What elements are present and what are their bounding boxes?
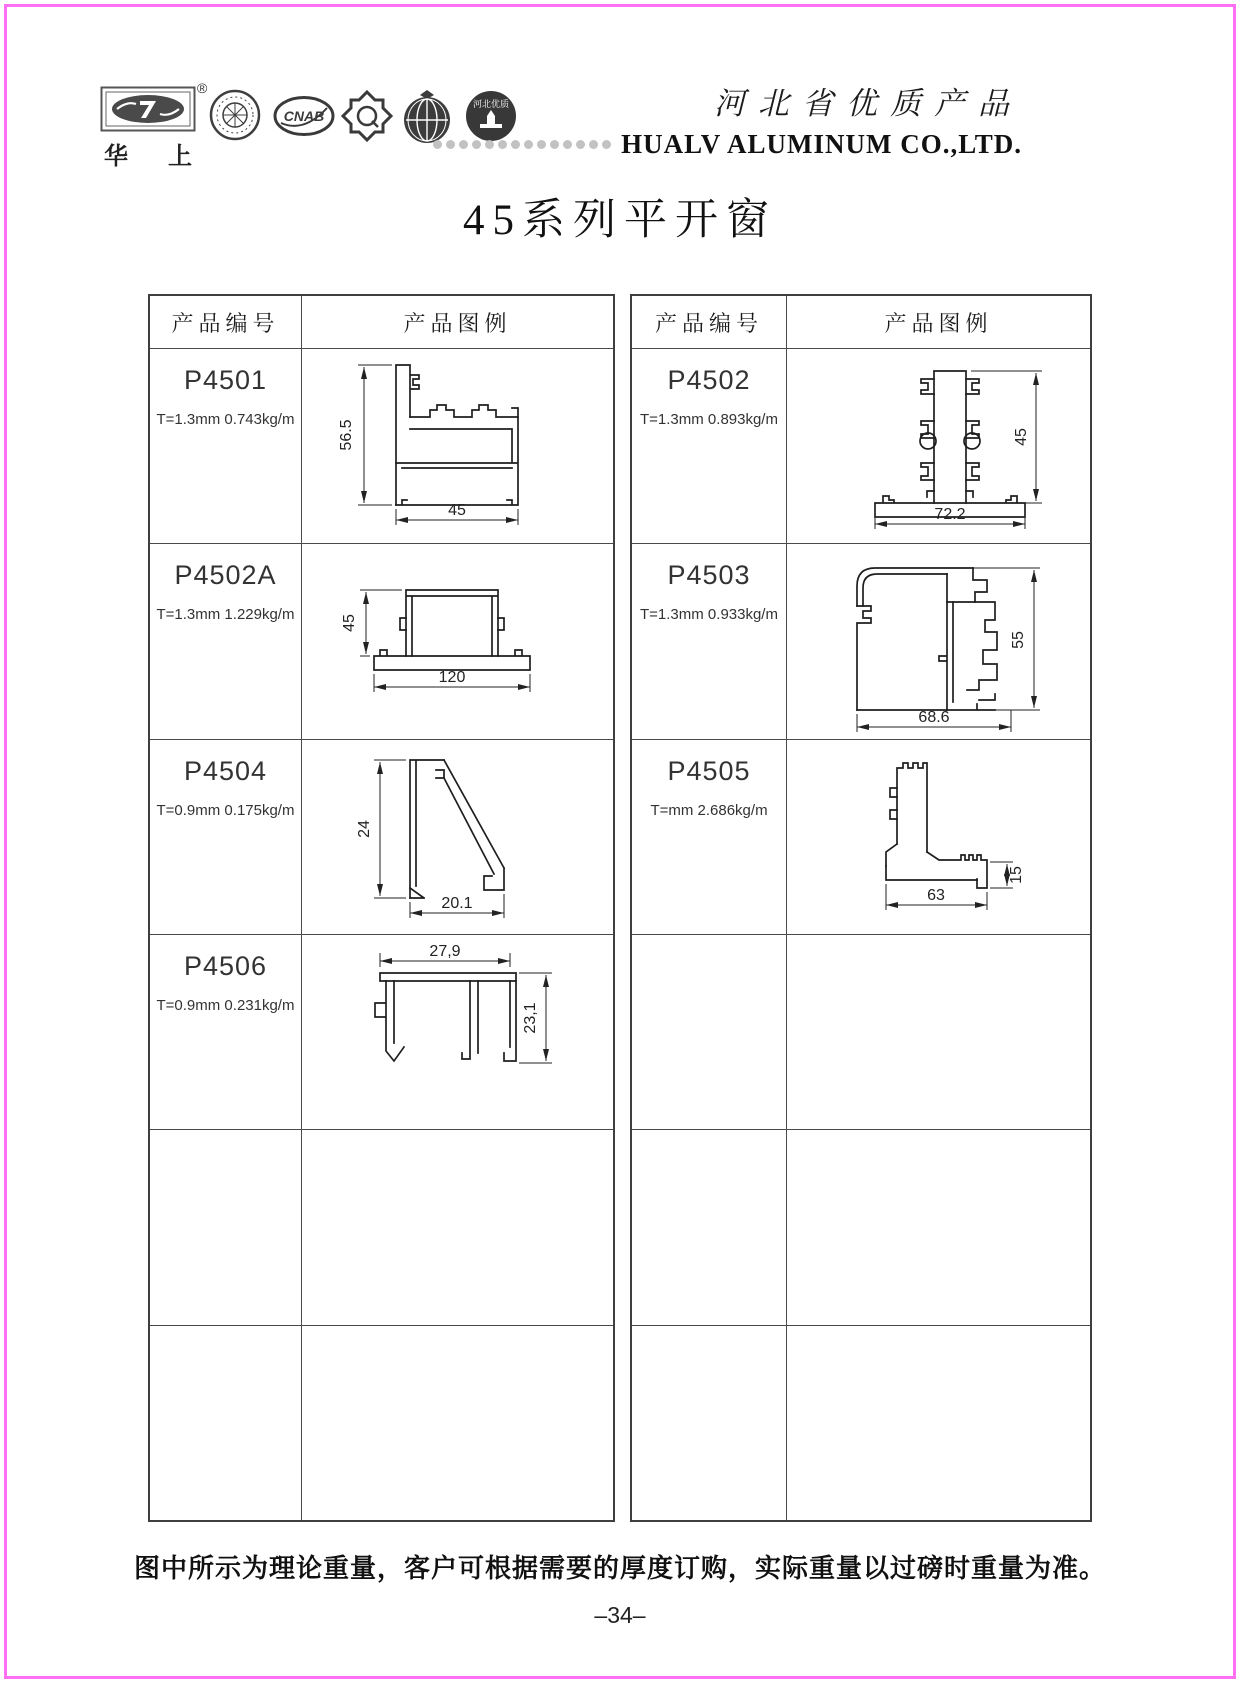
col-header-code: 产品编号 xyxy=(171,310,280,336)
empty-figure-cell xyxy=(302,1130,613,1324)
certification-seal-icon xyxy=(209,89,261,141)
svg-text:27,9: 27,9 xyxy=(429,942,461,960)
product-table-right xyxy=(630,294,1092,1522)
table-row-p4502a xyxy=(150,543,613,738)
hualv-logo-mark-icon xyxy=(100,86,196,132)
header-right-block xyxy=(433,78,1022,160)
svg-text:72.2: 72.2 xyxy=(934,506,966,523)
product-code: P4502 xyxy=(667,365,751,395)
svg-text:45: 45 xyxy=(1013,428,1030,446)
product-code: P4505 xyxy=(667,755,751,786)
page-header xyxy=(0,0,1240,180)
svg-text:24: 24 xyxy=(356,819,373,838)
product-table-left xyxy=(148,294,615,1522)
product-code-cell xyxy=(632,740,787,934)
svg-text:55: 55 xyxy=(1010,631,1027,650)
empty-figure-cell xyxy=(787,1130,1090,1324)
product-code: P4504 xyxy=(183,755,268,786)
table-row-p4501 xyxy=(150,348,613,543)
profile-drawing-p4506 xyxy=(330,943,560,1127)
product-code: P4501 xyxy=(183,365,268,395)
company-name: HUALV ALUMINUM CO.,LTD. xyxy=(621,129,1022,159)
svg-text:23,1: 23,1 xyxy=(522,1002,539,1034)
empty-figure-cell xyxy=(302,1326,613,1520)
quality-slogan: 河北省优质产品 xyxy=(714,86,1022,121)
svg-text:15: 15 xyxy=(1008,865,1025,884)
table-row-empty xyxy=(632,1325,1090,1520)
quality-mark-icon xyxy=(339,88,395,144)
empty-figure-cell xyxy=(787,935,1090,1129)
empty-figure-cell xyxy=(787,1326,1090,1520)
product-code-cell xyxy=(150,544,302,738)
product-code-cell xyxy=(150,740,302,934)
svg-text:120: 120 xyxy=(438,669,466,687)
product-figure-cell xyxy=(302,740,613,934)
svg-text:56.5: 56.5 xyxy=(338,419,355,451)
product-code-cell xyxy=(150,349,302,543)
table-row-p4504 xyxy=(150,739,613,934)
table-row-p4506 xyxy=(150,934,613,1129)
table-row-p4505 xyxy=(632,739,1090,934)
footer-note: 图中所示为理论重量，客户可根据需要的厚度订购，实际重量以过磅时重量为准。 xyxy=(133,1553,1106,1583)
product-code: P4503 xyxy=(667,560,751,591)
svg-text:45: 45 xyxy=(448,502,466,519)
product-spec: T=1.3mm 0.933kg/m xyxy=(640,606,778,624)
product-code-cell xyxy=(632,349,787,543)
empty-code-cell xyxy=(632,1326,787,1520)
product-spec: T=0.9mm 0.175kg/m xyxy=(156,801,295,819)
empty-code-cell xyxy=(150,1326,302,1520)
product-code: P4506 xyxy=(183,950,268,981)
svg-text:45: 45 xyxy=(341,614,358,633)
product-code: P4502A xyxy=(174,560,277,591)
table-row-empty xyxy=(150,1129,613,1324)
svg-text:CNAB: CNAB xyxy=(283,108,325,124)
product-code-cell xyxy=(632,544,787,738)
brand-name-cn: 华上 xyxy=(104,143,232,170)
col-header-figure: 产品图例 xyxy=(884,310,993,336)
col-header-code: 产品编号 xyxy=(654,310,763,336)
table-row-empty xyxy=(632,934,1090,1129)
table-row-p4502 xyxy=(632,348,1090,543)
table-row-empty xyxy=(150,1325,613,1520)
product-figure-cell xyxy=(302,935,613,1129)
product-figure-cell xyxy=(787,740,1090,934)
product-figure-cell xyxy=(787,544,1090,738)
product-spec: T=mm 2.686kg/m xyxy=(650,801,768,819)
product-spec: T=0.9mm 0.231kg/m xyxy=(156,996,295,1014)
profile-drawing-p4501 xyxy=(336,355,566,539)
cnab-logo-icon xyxy=(272,94,336,138)
product-figure-cell xyxy=(302,544,613,738)
product-spec: T=1.3mm 0.893kg/m xyxy=(640,411,778,428)
profile-drawing-p4502a xyxy=(332,562,562,746)
svg-text:68.6: 68.6 xyxy=(918,709,950,727)
product-figure-cell xyxy=(302,349,613,543)
empty-code-cell xyxy=(632,935,787,1129)
table-header-row xyxy=(632,296,1090,348)
product-figure-cell xyxy=(787,349,1090,543)
dots-decoration xyxy=(433,140,611,149)
profile-drawing-p4503 xyxy=(827,552,1057,736)
product-spec: T=1.3mm 0.743kg/m xyxy=(156,411,295,428)
profile-drawing-p4505 xyxy=(797,752,1027,936)
hualv-brand-logo xyxy=(100,80,232,170)
profile-drawing-p4504 xyxy=(344,746,574,930)
registered-mark: ® xyxy=(197,80,208,96)
empty-code-cell xyxy=(632,1130,787,1324)
table-row-empty xyxy=(632,1129,1090,1324)
table-row-p4503 xyxy=(632,543,1090,738)
page-number: –34– xyxy=(594,1602,646,1628)
product-code-cell xyxy=(150,935,302,1129)
col-header-figure: 产品图例 xyxy=(403,310,512,336)
empty-code-cell xyxy=(150,1130,302,1324)
svg-text:20.1: 20.1 xyxy=(441,894,473,912)
page-title: 45系列平开窗 xyxy=(463,197,777,244)
svg-text:63: 63 xyxy=(927,886,945,904)
svg-text:河北优质: 河北优质 xyxy=(472,99,510,109)
profile-drawing-p4502 xyxy=(831,357,1061,541)
table-header-row xyxy=(150,296,613,348)
product-spec: T=1.3mm 1.229kg/m xyxy=(156,606,295,624)
